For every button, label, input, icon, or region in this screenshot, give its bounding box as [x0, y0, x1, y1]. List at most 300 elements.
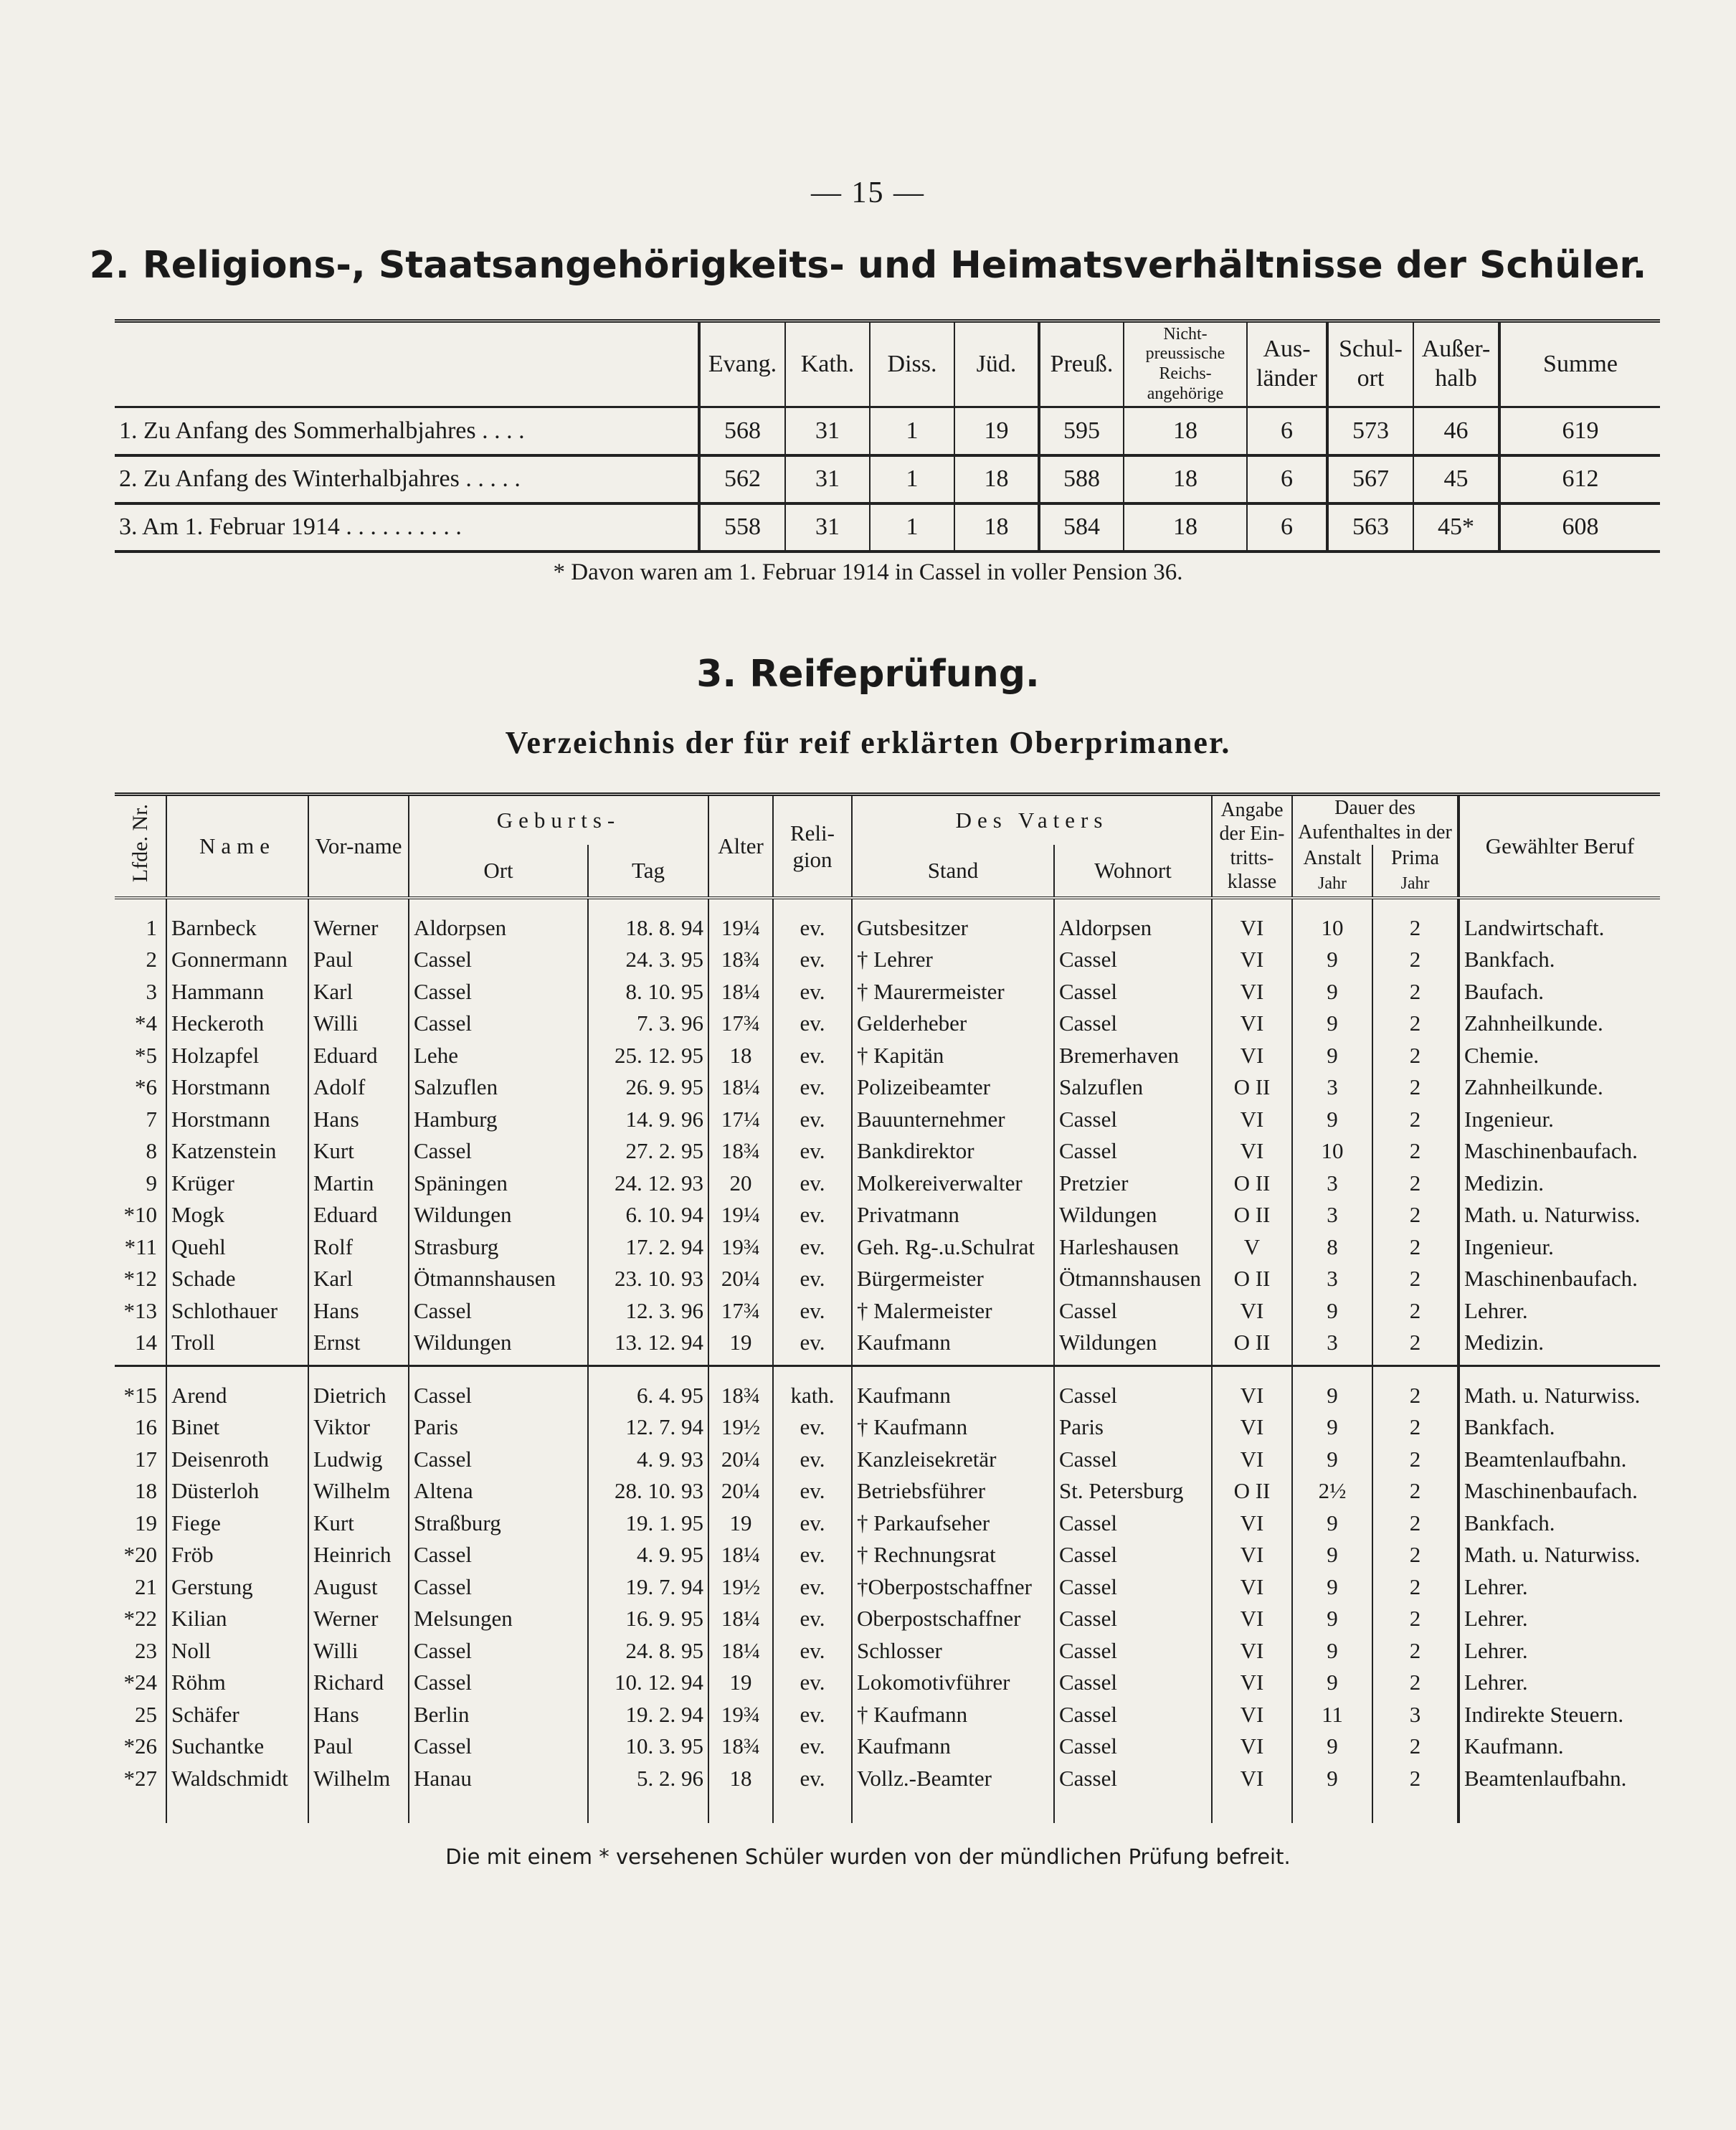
- student-vorname: Hans: [308, 1295, 409, 1327]
- graduate-row: [115, 1199, 1660, 1231]
- entry-class: O II: [1212, 1263, 1292, 1295]
- father-occupation: † Kaufmann: [852, 1699, 1054, 1731]
- years-prima: 2: [1372, 1571, 1458, 1604]
- student-religion: ev.: [773, 1104, 852, 1136]
- father-occupation: † Malermeister: [852, 1295, 1054, 1327]
- row-value: 558: [699, 503, 785, 552]
- chosen-profession: Landwirtschaft.: [1458, 898, 1660, 945]
- chosen-profession: Math. u. Naturwiss.: [1458, 1539, 1660, 1571]
- section2-title: 2. Religions-, Staatsangehörigkeits- und Heimatsverhältnisse der Schüler.: [89, 244, 1647, 287]
- years-school: 3: [1292, 1168, 1372, 1200]
- student-age: 19½: [708, 1411, 773, 1444]
- student-name: Schade: [166, 1263, 308, 1295]
- student-vorname: Viktor: [308, 1411, 409, 1444]
- years-school: 9: [1292, 1571, 1372, 1604]
- student-vorname: Wilhelm: [308, 1763, 409, 1824]
- father-occupation: † Lehrer: [852, 944, 1054, 976]
- student-name: Mogk: [166, 1199, 308, 1231]
- father-occupation: Bürgermeister: [852, 1263, 1054, 1295]
- row-value: 568: [699, 407, 785, 455]
- entry-class: VI: [1212, 944, 1292, 976]
- row-value: 595: [1039, 407, 1124, 455]
- student-age: 18¼: [708, 1635, 773, 1667]
- row-label: 2. Zu Anfang des Winterhalbjahres . . . . .: [119, 465, 521, 492]
- student-name: Gerstung: [166, 1571, 308, 1604]
- header-alter: Alter: [708, 795, 773, 898]
- student-age: 19½: [708, 1571, 773, 1604]
- birth-date: 25. 12. 95: [588, 1040, 708, 1072]
- student-religion: ev.: [773, 1444, 852, 1476]
- birth-place: Cassel: [409, 1295, 588, 1327]
- student-age: 19: [708, 1667, 773, 1699]
- student-religion: ev.: [773, 1327, 852, 1365]
- student-age: 20¼: [708, 1263, 773, 1295]
- graduate-row: [115, 1040, 1660, 1072]
- years-prima: 2: [1372, 976, 1458, 1008]
- religion-table: [115, 319, 1660, 553]
- years-school: 9: [1292, 1731, 1372, 1763]
- row-number: 25: [135, 1701, 157, 1727]
- student-name: Schäfer: [166, 1699, 308, 1731]
- religion-row: [115, 503, 1660, 552]
- student-age: 20¼: [708, 1444, 773, 1476]
- header-wohnort: Wohnort: [1054, 845, 1212, 898]
- entry-class: VI: [1212, 1040, 1292, 1072]
- years-prima: 2: [1372, 1263, 1458, 1295]
- father-residence: Cassel: [1054, 1603, 1212, 1635]
- student-vorname: Eduard: [308, 1199, 409, 1231]
- birth-place: Cassel: [409, 1008, 588, 1040]
- graduates-group-2: [115, 1365, 1660, 1823]
- birth-place: Hamburg: [409, 1104, 588, 1136]
- years-school: 9: [1292, 1008, 1372, 1040]
- birth-date: 5. 2. 96: [588, 1763, 708, 1824]
- student-vorname: Willi: [308, 1008, 409, 1040]
- chosen-profession: Ingenieur.: [1458, 1104, 1660, 1136]
- birth-place: Cassel: [409, 1635, 588, 1667]
- birth-date: 4. 9. 93: [588, 1444, 708, 1476]
- header-tag: Tag: [588, 845, 708, 898]
- header-stand: Stand: [852, 845, 1054, 898]
- entry-class: VI: [1212, 1667, 1292, 1699]
- graduate-row: [115, 944, 1660, 976]
- birth-date: 10. 12. 94: [588, 1667, 708, 1699]
- father-residence: Wildungen: [1054, 1199, 1212, 1231]
- chosen-profession: Beamtenlaufbahn.: [1458, 1763, 1660, 1824]
- entry-class: O II: [1212, 1071, 1292, 1104]
- birth-place: Cassel: [409, 944, 588, 976]
- header-nr: [115, 795, 166, 898]
- graduates-group-1: [115, 898, 1660, 1366]
- years-school: 9: [1292, 1411, 1372, 1444]
- graduate-row: [115, 976, 1660, 1008]
- birth-place: Hanau: [409, 1763, 588, 1824]
- header-angabe: Angabe der Ein-tritts-klasse: [1212, 795, 1292, 898]
- section3-footnote: Die mit einem * versehenen Schüler wurden von der mündlichen Prüfung befreit.: [445, 1845, 1291, 1869]
- father-residence: Wildungen: [1054, 1327, 1212, 1365]
- graduate-row: [115, 1327, 1660, 1365]
- father-occupation: † Parkaufseher: [852, 1507, 1054, 1540]
- graduate-row: [115, 1295, 1660, 1327]
- entry-class: VI: [1212, 1731, 1292, 1763]
- chosen-profession: Bankfach.: [1458, 1507, 1660, 1540]
- religion-row: [115, 407, 1660, 455]
- birth-place: Späningen: [409, 1168, 588, 1200]
- student-religion: ev.: [773, 1295, 852, 1327]
- father-occupation: Oberpostschaffner: [852, 1603, 1054, 1635]
- student-name: Horstmann: [166, 1071, 308, 1104]
- student-age: 19¼: [708, 898, 773, 945]
- father-residence: Ötmannshausen: [1054, 1263, 1212, 1295]
- father-occupation: Schlosser: [852, 1635, 1054, 1667]
- father-occupation: Polizeibeamter: [852, 1071, 1054, 1104]
- row-label: 1. Zu Anfang des Sommerhalbjahres . . . .: [119, 417, 525, 444]
- years-school: 8: [1292, 1231, 1372, 1264]
- student-religion: ev.: [773, 1763, 852, 1824]
- row-value: 608: [1499, 503, 1660, 552]
- student-vorname: Karl: [308, 1263, 409, 1295]
- birth-place: Lehe: [409, 1040, 588, 1072]
- years-school: 11: [1292, 1699, 1372, 1731]
- section2-footnote: * Davon waren am 1. Februar 1914 in Cassel in voller Pension 36.: [553, 559, 1183, 585]
- student-age: 17¾: [708, 1295, 773, 1327]
- years-prima: 2: [1372, 1168, 1458, 1200]
- student-vorname: Werner: [308, 1603, 409, 1635]
- birth-date: 13. 12. 94: [588, 1327, 708, 1365]
- student-vorname: Richard: [308, 1667, 409, 1699]
- graduate-row: [115, 1763, 1660, 1824]
- student-religion: ev.: [773, 976, 852, 1008]
- father-occupation: Kaufmann: [852, 1327, 1054, 1365]
- chosen-profession: Math. u. Naturwiss.: [1458, 1365, 1660, 1411]
- father-occupation: Privatmann: [852, 1199, 1054, 1231]
- student-age: 18¾: [708, 1135, 773, 1168]
- birth-date: 14. 9. 96: [588, 1104, 708, 1136]
- years-school: 10: [1292, 898, 1372, 945]
- father-occupation: Geh. Rg-.u.Schulrat: [852, 1231, 1054, 1264]
- graduate-row: [115, 1168, 1660, 1200]
- student-vorname: Martin: [308, 1168, 409, 1200]
- row-value: 584: [1039, 503, 1124, 552]
- years-school: 3: [1292, 1327, 1372, 1365]
- birth-date: 24. 3. 95: [588, 944, 708, 976]
- entry-class: VI: [1212, 1411, 1292, 1444]
- student-religion: ev.: [773, 1071, 852, 1104]
- student-name: Gonnermann: [166, 944, 308, 976]
- graduate-row: [115, 1731, 1660, 1763]
- row-number: *24: [123, 1670, 157, 1695]
- graduate-row: [115, 1667, 1660, 1699]
- row-number: *6: [135, 1074, 157, 1100]
- student-name: Deisenroth: [166, 1444, 308, 1476]
- graduate-row: [115, 1507, 1660, 1540]
- father-occupation: Gelderheber: [852, 1008, 1054, 1040]
- row-number: *11: [124, 1234, 157, 1259]
- years-school: 3: [1292, 1071, 1372, 1104]
- father-residence: Bremerhaven: [1054, 1040, 1212, 1072]
- student-religion: ev.: [773, 1168, 852, 1200]
- header-prima-jahr: Jahr: [1400, 874, 1430, 893]
- years-school: 10: [1292, 1135, 1372, 1168]
- student-vorname: Kurt: [308, 1507, 409, 1540]
- row-value: 18: [1124, 407, 1247, 455]
- entry-class: VI: [1212, 898, 1292, 945]
- chosen-profession: Medizin.: [1458, 1327, 1660, 1365]
- header-auslaender: Aus-länder: [1247, 321, 1327, 407]
- years-prima: 2: [1372, 1199, 1458, 1231]
- father-residence: Cassel: [1054, 1507, 1212, 1540]
- years-school: 3: [1292, 1199, 1372, 1231]
- father-residence: Cassel: [1054, 1444, 1212, 1476]
- years-prima: 2: [1372, 1040, 1458, 1072]
- student-age: 18¼: [708, 1539, 773, 1571]
- father-residence: Cassel: [1054, 976, 1212, 1008]
- father-residence: Cassel: [1054, 1635, 1212, 1667]
- entry-class: VI: [1212, 1507, 1292, 1540]
- graduate-row: [115, 1008, 1660, 1040]
- header-dauer: Dauer des Aufenthaltes in der: [1292, 795, 1458, 845]
- years-school: 9: [1292, 976, 1372, 1008]
- row-number: *15: [123, 1382, 157, 1408]
- row-value: 612: [1499, 455, 1660, 503]
- father-occupation: † Rechnungsrat: [852, 1539, 1054, 1571]
- birth-date: 6. 10. 94: [588, 1199, 708, 1231]
- student-religion: ev.: [773, 944, 852, 976]
- header-ausserhalb: Außer-halb: [1413, 321, 1499, 407]
- header-vorname: Vor-name: [308, 795, 409, 898]
- student-religion: ev.: [773, 1475, 852, 1507]
- header-religion: Reli-gion: [773, 795, 852, 898]
- row-number: 3: [146, 978, 157, 1004]
- header-corner: [115, 321, 699, 407]
- student-age: 18¼: [708, 1603, 773, 1635]
- father-residence: Cassel: [1054, 1539, 1212, 1571]
- student-religion: ev.: [773, 1699, 852, 1731]
- entry-class: VI: [1212, 1008, 1292, 1040]
- years-school: 9: [1292, 1507, 1372, 1540]
- years-school: 9: [1292, 1295, 1372, 1327]
- father-occupation: Molkereiverwalter: [852, 1168, 1054, 1200]
- chosen-profession: Ingenieur.: [1458, 1231, 1660, 1264]
- father-residence: Harleshausen: [1054, 1231, 1212, 1264]
- student-age: 19¾: [708, 1231, 773, 1264]
- entry-class: O II: [1212, 1475, 1292, 1507]
- years-prima: 2: [1372, 1667, 1458, 1699]
- chosen-profession: Indirekte Steuern.: [1458, 1699, 1660, 1731]
- chosen-profession: Lehrer.: [1458, 1603, 1660, 1635]
- birth-date: 24. 8. 95: [588, 1635, 708, 1667]
- years-prima: 2: [1372, 1731, 1458, 1763]
- chosen-profession: Chemie.: [1458, 1040, 1660, 1072]
- student-name: Röhm: [166, 1667, 308, 1699]
- header-prima-label: Prima: [1391, 846, 1439, 869]
- graduate-row: [115, 1135, 1660, 1168]
- years-school: 9: [1292, 1763, 1372, 1824]
- birth-date: 18. 8. 94: [588, 898, 708, 945]
- student-name: Düsterloh: [166, 1475, 308, 1507]
- row-value: 563: [1327, 503, 1413, 552]
- student-vorname: Eduard: [308, 1040, 409, 1072]
- student-age: 18¼: [708, 1071, 773, 1104]
- student-age: 19: [708, 1327, 773, 1365]
- row-number: *5: [135, 1042, 157, 1068]
- row-value: 6: [1247, 407, 1327, 455]
- row-value: 19: [954, 407, 1039, 455]
- row-number: *26: [123, 1733, 157, 1759]
- row-value: 588: [1039, 455, 1124, 503]
- header-summe: Summe: [1499, 321, 1660, 407]
- father-residence: Paris: [1054, 1411, 1212, 1444]
- father-occupation: Kanzleisekretär: [852, 1444, 1054, 1476]
- header-diss: Diss.: [870, 321, 954, 407]
- birth-date: 4. 9. 95: [588, 1539, 708, 1571]
- row-number: 16: [135, 1414, 157, 1440]
- student-religion: ev.: [773, 1008, 852, 1040]
- student-vorname: Paul: [308, 1731, 409, 1763]
- entry-class: V: [1212, 1231, 1292, 1264]
- birth-date: 6. 4. 95: [588, 1365, 708, 1411]
- chosen-profession: Zahnheilkunde.: [1458, 1008, 1660, 1040]
- years-prima: 2: [1372, 1327, 1458, 1365]
- student-vorname: Adolf: [308, 1071, 409, 1104]
- graduate-row: [115, 1603, 1660, 1635]
- row-number: *22: [123, 1606, 157, 1632]
- years-school: 9: [1292, 1104, 1372, 1136]
- student-age: 18: [708, 1763, 773, 1824]
- student-age: 17¾: [708, 1008, 773, 1040]
- years-school: 2½: [1292, 1475, 1372, 1507]
- row-number: 7: [146, 1106, 157, 1132]
- section3-title: 3. Reifeprüfung.: [696, 653, 1040, 696]
- row-value: 1: [870, 503, 954, 552]
- row-value: 45: [1413, 455, 1499, 503]
- student-name: Barnbeck: [166, 898, 308, 945]
- header-beruf: Gewählter Beruf: [1458, 795, 1660, 898]
- student-age: 18: [708, 1040, 773, 1072]
- student-name: Fröb: [166, 1539, 308, 1571]
- student-name: Kilian: [166, 1603, 308, 1635]
- birth-place: Salzuflen: [409, 1071, 588, 1104]
- years-prima: 2: [1372, 1507, 1458, 1540]
- row-number: 17: [135, 1446, 157, 1472]
- student-age: 19¼: [708, 1199, 773, 1231]
- years-prima: 2: [1372, 1071, 1458, 1104]
- student-vorname: Willi: [308, 1635, 409, 1667]
- entry-class: VI: [1212, 1603, 1292, 1635]
- header-ort: Ort: [409, 845, 588, 898]
- row-label: 3. Am 1. Februar 1914 . . . . . . . . . .: [119, 513, 462, 540]
- chosen-profession: Medizin.: [1458, 1168, 1660, 1200]
- years-prima: 2: [1372, 1231, 1458, 1264]
- student-vorname: Wilhelm: [308, 1475, 409, 1507]
- student-religion: ev.: [773, 1539, 852, 1571]
- birth-place: Cassel: [409, 1444, 588, 1476]
- entry-class: VI: [1212, 1539, 1292, 1571]
- row-value: 31: [785, 407, 870, 455]
- years-school: 9: [1292, 1635, 1372, 1667]
- row-number: *10: [123, 1202, 157, 1228]
- student-vorname: August: [308, 1571, 409, 1604]
- birth-date: 16. 9. 95: [588, 1603, 708, 1635]
- father-occupation: Bauunternehmer: [852, 1104, 1054, 1136]
- student-name: Katzenstein: [166, 1135, 308, 1168]
- birth-place: Aldorpsen: [409, 898, 588, 945]
- student-religion: ev.: [773, 1603, 852, 1635]
- birth-date: 27. 2. 95: [588, 1135, 708, 1168]
- father-residence: Aldorpsen: [1054, 898, 1212, 945]
- student-name: Krüger: [166, 1168, 308, 1200]
- header-name: Name: [166, 795, 308, 898]
- chosen-profession: Lehrer.: [1458, 1635, 1660, 1667]
- graduate-row: [115, 1571, 1660, 1604]
- entry-class: VI: [1212, 1365, 1292, 1411]
- student-religion: ev.: [773, 1135, 852, 1168]
- birth-date: 19. 2. 94: [588, 1699, 708, 1731]
- graduate-row: [115, 1699, 1660, 1731]
- row-number: *27: [123, 1765, 157, 1791]
- father-residence: Cassel: [1054, 1731, 1212, 1763]
- chosen-profession: Lehrer.: [1458, 1667, 1660, 1699]
- student-name: Hammann: [166, 976, 308, 1008]
- student-name: Heckeroth: [166, 1008, 308, 1040]
- row-value: 18: [954, 455, 1039, 503]
- student-name: Arend: [166, 1365, 308, 1411]
- father-residence: Salzuflen: [1054, 1071, 1212, 1104]
- entry-class: VI: [1212, 1444, 1292, 1476]
- father-occupation: Gutsbesitzer: [852, 898, 1054, 945]
- entry-class: O II: [1212, 1327, 1292, 1365]
- birth-place: Strasburg: [409, 1231, 588, 1264]
- years-prima: 2: [1372, 1635, 1458, 1667]
- birth-place: Paris: [409, 1411, 588, 1444]
- chosen-profession: Math. u. Naturwiss.: [1458, 1199, 1660, 1231]
- father-residence: Cassel: [1054, 1571, 1212, 1604]
- birth-place: Cassel: [409, 976, 588, 1008]
- header-nr-text: Lfde. Nr.: [128, 804, 152, 883]
- years-prima: 2: [1372, 1539, 1458, 1571]
- father-residence: Cassel: [1054, 1365, 1212, 1411]
- years-school: 3: [1292, 1263, 1372, 1295]
- student-religion: ev.: [773, 1199, 852, 1231]
- page-number: — 15 —: [811, 176, 925, 209]
- student-age: 18¾: [708, 1365, 773, 1411]
- row-value: 619: [1499, 407, 1660, 455]
- birth-date: 8. 10. 95: [588, 976, 708, 1008]
- row-number: 14: [135, 1330, 157, 1355]
- student-age: 17¼: [708, 1104, 773, 1136]
- row-value: 31: [785, 503, 870, 552]
- birth-place: Wildungen: [409, 1327, 588, 1365]
- student-name: Noll: [166, 1635, 308, 1667]
- row-value: 567: [1327, 455, 1413, 503]
- entry-class: O II: [1212, 1199, 1292, 1231]
- row-number: 8: [146, 1138, 157, 1164]
- chosen-profession: Bankfach.: [1458, 1411, 1660, 1444]
- chosen-profession: Bankfach.: [1458, 944, 1660, 976]
- chosen-profession: Kaufmann.: [1458, 1731, 1660, 1763]
- row-number: *20: [123, 1542, 157, 1568]
- row-number: *4: [135, 1010, 157, 1036]
- father-occupation: † Maurermeister: [852, 976, 1054, 1008]
- father-occupation: † Kapitän: [852, 1040, 1054, 1072]
- student-religion: ev.: [773, 1231, 852, 1264]
- years-prima: 2: [1372, 1104, 1458, 1136]
- graduate-row: [115, 1104, 1660, 1136]
- years-school: 9: [1292, 1365, 1372, 1411]
- graduate-row: [115, 1231, 1660, 1264]
- student-vorname: Dietrich: [308, 1365, 409, 1411]
- father-occupation: Betriebsführer: [852, 1475, 1054, 1507]
